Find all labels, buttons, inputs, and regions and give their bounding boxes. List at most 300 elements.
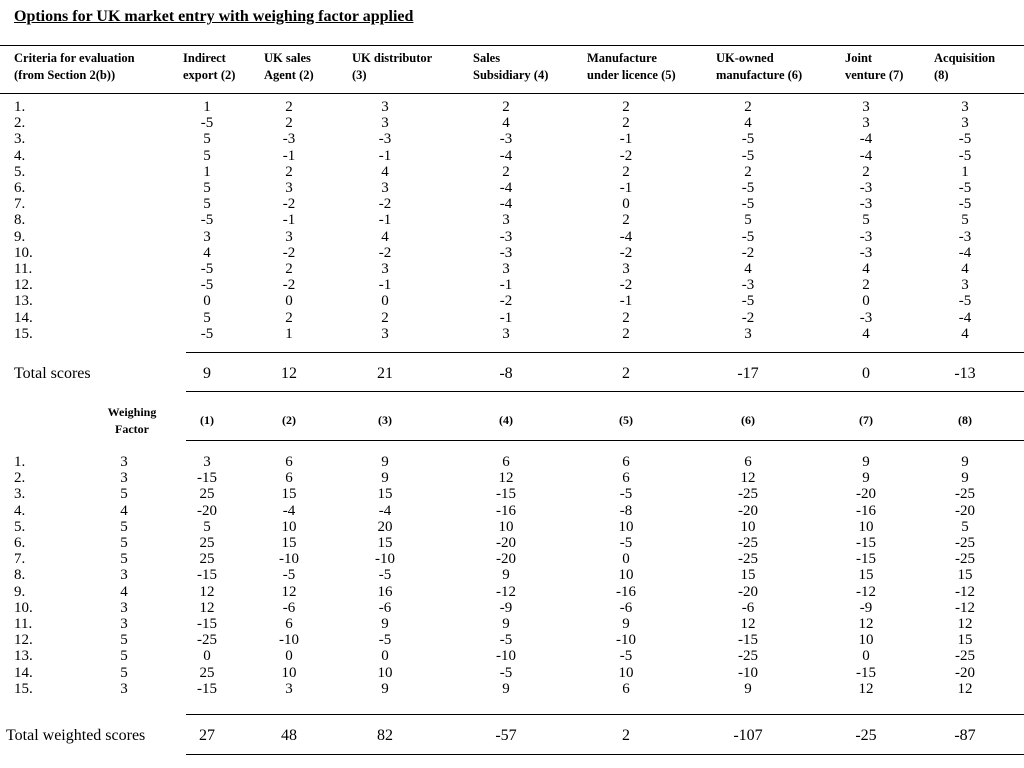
row-label: 14. xyxy=(14,309,33,326)
table-cell: 10 xyxy=(281,518,297,535)
row-label: 9. xyxy=(14,583,26,600)
table-cell: 0 xyxy=(622,551,630,568)
table-cell: 3 xyxy=(381,99,389,115)
column-header-line: UK sales xyxy=(264,51,311,65)
table-cell: 9 xyxy=(381,470,389,487)
weighing-factor-value: 5 xyxy=(120,664,128,681)
table-cell: 2 xyxy=(502,163,510,180)
table-cell: 3 xyxy=(862,99,870,115)
table-cell: 4 xyxy=(381,228,389,245)
table-cell: 2 xyxy=(285,309,293,326)
table-cell: -15 xyxy=(738,632,758,649)
table-cell: -4 xyxy=(282,502,296,519)
table-cell: 2 xyxy=(622,115,630,132)
weighing-factor-value: 3 xyxy=(120,454,128,470)
table-cell: 0 xyxy=(622,196,630,213)
table-cell: -5 xyxy=(200,277,214,294)
row-label: 10. xyxy=(14,244,33,261)
table-cell: -4 xyxy=(859,147,873,164)
table-cell: 3 xyxy=(622,261,630,277)
table-cell: -10 xyxy=(496,648,516,665)
table-row xyxy=(0,665,1024,681)
table-cell: -5 xyxy=(741,180,755,196)
table-cell: 1 xyxy=(961,163,969,180)
row-label: 2. xyxy=(14,115,26,132)
rule-weighted-bottom xyxy=(186,714,1024,715)
table-row xyxy=(0,99,1024,115)
weighing-factor-value: 5 xyxy=(120,486,128,503)
table-cell: -5 xyxy=(200,261,214,277)
total-weighted-label: Total weighted scores xyxy=(6,727,146,744)
table-cell: 3 xyxy=(502,325,510,342)
table-cell: -2 xyxy=(619,277,633,294)
table-cell: 0 xyxy=(862,293,870,310)
table-cell: 5 xyxy=(961,212,969,229)
table-row xyxy=(0,148,1024,164)
row-label: 10. xyxy=(14,599,33,616)
column-header-line: under licence (5) xyxy=(587,68,676,82)
table-cell: 2 xyxy=(862,163,870,180)
table-cell: -16 xyxy=(856,502,876,519)
column-header-5 xyxy=(587,50,676,84)
table-cell: -3 xyxy=(859,309,873,326)
table-row xyxy=(0,326,1024,342)
table-cell: 6 xyxy=(502,454,510,470)
table-cell: 9 xyxy=(961,470,969,487)
table-cell: 12 xyxy=(858,616,874,632)
table-cell: 9 xyxy=(744,680,752,697)
row-label: 7. xyxy=(14,196,26,213)
table-cell: 9 xyxy=(961,454,969,470)
table-cell: 15 xyxy=(957,567,973,584)
table-cell: 3 xyxy=(744,325,752,342)
row-label: 6. xyxy=(14,180,26,196)
table-cell: 20 xyxy=(377,518,393,535)
table-cell: 0 xyxy=(862,648,870,665)
table-row xyxy=(0,196,1024,212)
weighing-factor-value: 3 xyxy=(120,470,128,487)
table-cell: -2 xyxy=(282,277,296,294)
table-cell: 3 xyxy=(285,180,293,196)
table-cell: 1 xyxy=(203,163,211,180)
table-row xyxy=(0,261,1024,277)
table-cell: -10 xyxy=(738,664,758,681)
total-cell: -8 xyxy=(499,365,513,382)
table-cell: -16 xyxy=(616,583,636,600)
table-cell: -1 xyxy=(499,309,513,326)
table-row xyxy=(0,632,1024,648)
table-cell: 3 xyxy=(961,277,969,294)
table-cell: -15 xyxy=(856,551,876,568)
row-label: 3. xyxy=(14,486,26,503)
column-header-line: Subsidiary (4) xyxy=(473,68,549,82)
total-cell: 0 xyxy=(862,365,870,382)
total-cell: 2 xyxy=(622,365,630,382)
table-cell: -3 xyxy=(859,196,873,213)
table-cell: -2 xyxy=(378,244,392,261)
table-cell: 2 xyxy=(622,309,630,326)
table-cell: 2 xyxy=(744,163,752,180)
table-row xyxy=(0,131,1024,147)
table-cell: 15 xyxy=(377,535,393,551)
table-cell: 12 xyxy=(199,599,215,616)
weighing-factor-value: 5 xyxy=(120,535,128,551)
table-row xyxy=(0,600,1024,616)
table-cell: -5 xyxy=(741,147,755,164)
table-cell: -4 xyxy=(499,180,513,196)
table-cell: -4 xyxy=(378,502,392,519)
table-cell: 0 xyxy=(285,648,293,665)
table-cell: -10 xyxy=(616,632,636,649)
table-cell: -25 xyxy=(197,632,217,649)
table-cell: -25 xyxy=(955,648,975,665)
row-label: 5. xyxy=(14,518,26,535)
table-cell: -5 xyxy=(958,131,972,148)
column-header-3 xyxy=(352,50,432,84)
table-cell: -3 xyxy=(859,180,873,196)
table-cell: -20 xyxy=(856,486,876,503)
table-cell: -3 xyxy=(859,228,873,245)
table-cell: 2 xyxy=(285,115,293,132)
table-cell: -20 xyxy=(496,551,516,568)
total-cell: 48 xyxy=(281,727,297,744)
table-cell: -15 xyxy=(496,486,516,503)
column-header-line: UK-owned xyxy=(716,51,774,65)
table-cell: 12 xyxy=(498,470,514,487)
table-cell: -4 xyxy=(499,147,513,164)
table-row xyxy=(0,681,1024,697)
table-cell: -25 xyxy=(955,551,975,568)
table-cell: -5 xyxy=(499,632,513,649)
table-cell: 5 xyxy=(961,518,969,535)
table-cell: 10 xyxy=(281,664,297,681)
table-cell: -6 xyxy=(378,599,392,616)
table-row xyxy=(0,551,1024,567)
table-cell: -25 xyxy=(955,486,975,503)
column-header-line: Joint xyxy=(845,51,873,65)
table-cell: 3 xyxy=(961,99,969,115)
table-cell: 0 xyxy=(285,293,293,310)
row-label: 14. xyxy=(14,664,33,681)
row-label: 15. xyxy=(14,680,33,697)
table-cell: 3 xyxy=(502,212,510,229)
table-cell: 6 xyxy=(285,616,293,632)
weighing-factor-value: 3 xyxy=(120,599,128,616)
table-cell: 6 xyxy=(622,454,630,470)
row-label: 15. xyxy=(14,325,33,342)
weighing-factor-value: 3 xyxy=(120,616,128,632)
table-cell: 10 xyxy=(858,518,874,535)
table-cell: 2 xyxy=(744,99,752,115)
column-number-2: (2) xyxy=(282,413,296,427)
table-cell: -3 xyxy=(378,131,392,148)
row-label: 2. xyxy=(14,470,26,487)
table-cell: -12 xyxy=(955,583,975,600)
column-header-0 xyxy=(14,50,135,84)
row-label: 4. xyxy=(14,502,26,519)
table-row xyxy=(0,245,1024,261)
total-cell: 2 xyxy=(622,727,630,744)
table-cell: 4 xyxy=(744,261,752,277)
column-header-line: venture (7) xyxy=(845,68,904,82)
table-cell: -15 xyxy=(197,470,217,487)
row-label: 11. xyxy=(14,616,33,632)
table-cell: 9 xyxy=(381,616,389,632)
column-number-4: (4) xyxy=(499,413,513,427)
table-cell: 5 xyxy=(203,196,211,213)
table-cell: -5 xyxy=(619,535,633,551)
column-header-2 xyxy=(264,50,314,84)
table-cell: 10 xyxy=(740,518,756,535)
table-cell: -20 xyxy=(496,535,516,551)
table-row xyxy=(0,180,1024,196)
table-cell: 3 xyxy=(381,261,389,277)
page-title: Options for UK market entry with weighing factor applied xyxy=(14,8,414,25)
weighing-factor-line2: Factor xyxy=(115,422,149,436)
table-cell: -1 xyxy=(282,147,296,164)
table-cell: -1 xyxy=(499,277,513,294)
table-cell: 3 xyxy=(203,454,211,470)
table-cell: -1 xyxy=(378,147,392,164)
total-cell: 12 xyxy=(281,365,297,382)
table-cell: -20 xyxy=(955,664,975,681)
table-row xyxy=(0,310,1024,326)
table-cell: -25 xyxy=(738,551,758,568)
total-cell: -17 xyxy=(737,365,759,382)
table-cell: -15 xyxy=(197,616,217,632)
table-cell: -25 xyxy=(955,535,975,551)
table-cell: 12 xyxy=(740,470,756,487)
table-cell: 5 xyxy=(862,212,870,229)
table-cell: 3 xyxy=(285,228,293,245)
table-cell: 3 xyxy=(285,680,293,697)
table-cell: 9 xyxy=(622,616,630,632)
table-cell: -15 xyxy=(856,535,876,551)
row-label: 9. xyxy=(14,228,26,245)
column-number-6: (6) xyxy=(741,413,755,427)
table-cell: -5 xyxy=(741,228,755,245)
table-cell: -20 xyxy=(955,502,975,519)
row-label: 11. xyxy=(14,261,33,277)
table-row xyxy=(0,454,1024,470)
table-cell: -4 xyxy=(619,228,633,245)
table-cell: -12 xyxy=(955,599,975,616)
table-cell: -3 xyxy=(741,277,755,294)
table-row xyxy=(0,212,1024,228)
table-cell: 9 xyxy=(381,454,389,470)
table-cell: -5 xyxy=(741,131,755,148)
table-cell: 2 xyxy=(285,99,293,115)
table-cell: 12 xyxy=(957,680,973,697)
table-cell: -5 xyxy=(619,486,633,503)
column-number-8: (8) xyxy=(958,413,972,427)
table-cell: -5 xyxy=(200,325,214,342)
table-cell: -2 xyxy=(282,196,296,213)
column-header-4 xyxy=(473,50,548,84)
table-cell: 2 xyxy=(622,212,630,229)
table-cell: 10 xyxy=(377,664,393,681)
column-number-3: (3) xyxy=(378,413,392,427)
table-cell: 5 xyxy=(203,309,211,326)
table-cell: -2 xyxy=(378,196,392,213)
table-cell: 25 xyxy=(199,486,215,503)
table-cell: 10 xyxy=(618,664,634,681)
table-cell: 25 xyxy=(199,535,215,551)
table-cell: -25 xyxy=(738,535,758,551)
table-cell: -25 xyxy=(738,486,758,503)
weighing-factor-value: 4 xyxy=(120,502,128,519)
table-cell: 15 xyxy=(740,567,756,584)
table-row xyxy=(0,115,1024,131)
table-cell: 0 xyxy=(381,648,389,665)
table-cell: 4 xyxy=(961,261,969,277)
table-cell: -5 xyxy=(378,567,392,584)
table-row xyxy=(0,486,1024,502)
table-cell: 6 xyxy=(744,454,752,470)
table-cell: 3 xyxy=(381,325,389,342)
weighing-factor-value: 3 xyxy=(120,680,128,697)
table-cell: -15 xyxy=(197,567,217,584)
table-cell: 2 xyxy=(502,99,510,115)
table-cell: -10 xyxy=(279,551,299,568)
row-label: 12. xyxy=(14,277,33,294)
row-label: 4. xyxy=(14,147,26,164)
weighing-factor-header xyxy=(103,404,161,438)
table-cell: 15 xyxy=(858,567,874,584)
rule-scores-bottom xyxy=(186,352,1024,353)
table-cell: 4 xyxy=(862,325,870,342)
table-cell: 0 xyxy=(381,293,389,310)
table-cell: -4 xyxy=(958,309,972,326)
table-cell: 12 xyxy=(858,680,874,697)
table-cell: 15 xyxy=(281,486,297,503)
table-cell: -2 xyxy=(499,293,513,310)
total-cell: -107 xyxy=(733,727,763,744)
column-header-line: UK distributor xyxy=(352,51,433,65)
table-cell: -5 xyxy=(958,196,972,213)
table-row xyxy=(0,567,1024,583)
table-cell: 2 xyxy=(622,99,630,115)
table-cell: -1 xyxy=(378,277,392,294)
table-cell: -4 xyxy=(859,131,873,148)
row-label: 8. xyxy=(14,567,26,584)
column-header-line: manufacture (6) xyxy=(716,68,803,82)
column-header-7 xyxy=(845,50,903,84)
column-header-8 xyxy=(934,50,995,84)
table-row xyxy=(0,277,1024,293)
table-cell: -1 xyxy=(619,180,633,196)
table-cell: -3 xyxy=(499,244,513,261)
weighing-factor-line1: Weighing xyxy=(107,405,157,419)
row-label: 5. xyxy=(14,163,26,180)
table-cell: -8 xyxy=(619,502,633,519)
table-cell: -9 xyxy=(859,599,873,616)
table-cell: 25 xyxy=(199,664,215,681)
table-cell: -16 xyxy=(496,502,516,519)
table-cell: 3 xyxy=(381,115,389,132)
table-cell: 3 xyxy=(502,261,510,277)
table-cell: -3 xyxy=(499,228,513,245)
table-cell: 10 xyxy=(618,567,634,584)
table-cell: -5 xyxy=(958,293,972,310)
table-cell: 10 xyxy=(498,518,514,535)
table-cell: 0 xyxy=(203,648,211,665)
row-label: 1. xyxy=(14,454,26,470)
rule-totals-bottom xyxy=(186,391,1024,392)
weighing-factor-value: 3 xyxy=(120,567,128,584)
table-cell: 3 xyxy=(862,115,870,132)
table-cell: -3 xyxy=(958,228,972,245)
table-row xyxy=(0,584,1024,600)
table-cell: -20 xyxy=(738,502,758,519)
table-cell: -12 xyxy=(856,583,876,600)
weighing-factor-value: 4 xyxy=(120,583,128,600)
column-header-line: export (2) xyxy=(183,68,236,82)
table-cell: 3 xyxy=(381,180,389,196)
table-cell: -2 xyxy=(741,244,755,261)
column-header-line: (3) xyxy=(352,68,367,82)
row-label: 8. xyxy=(14,212,26,229)
column-header-line: Indirect xyxy=(183,51,226,65)
table-cell: 12 xyxy=(199,583,215,600)
table-row xyxy=(0,616,1024,632)
total-cell: -25 xyxy=(855,727,877,744)
table-row xyxy=(0,535,1024,551)
rule-weighted-header-bottom xyxy=(186,440,1024,441)
table-cell: 2 xyxy=(285,261,293,277)
table-cell: -5 xyxy=(741,293,755,310)
table-cell: 0 xyxy=(203,293,211,310)
table-cell: -5 xyxy=(378,632,392,649)
table-cell: 15 xyxy=(957,632,973,649)
table-cell: 4 xyxy=(862,261,870,277)
table-cell: -3 xyxy=(282,131,296,148)
total-cell: -87 xyxy=(954,727,976,744)
table-cell: 2 xyxy=(285,163,293,180)
total-cell: 27 xyxy=(199,727,215,744)
table-cell: 15 xyxy=(377,486,393,503)
column-number-7: (7) xyxy=(859,413,873,427)
table-cell: -2 xyxy=(741,309,755,326)
table-cell: -5 xyxy=(499,664,513,681)
table-row xyxy=(0,164,1024,180)
table-cell: -1 xyxy=(619,293,633,310)
table-cell: 2 xyxy=(862,277,870,294)
table-row xyxy=(0,648,1024,664)
table-cell: 5 xyxy=(203,131,211,148)
table-cell: 6 xyxy=(285,454,293,470)
table-cell: -5 xyxy=(282,567,296,584)
table-cell: 2 xyxy=(381,309,389,326)
table-cell: -6 xyxy=(619,599,633,616)
table-cell: 6 xyxy=(622,680,630,697)
table-cell: -2 xyxy=(282,244,296,261)
rule-header-bottom xyxy=(0,93,1024,94)
table-row xyxy=(0,293,1024,309)
rule-bottom xyxy=(186,754,1024,755)
column-header-line: Agent (2) xyxy=(264,68,314,82)
table-cell: 6 xyxy=(622,470,630,487)
table-cell: -4 xyxy=(499,196,513,213)
table-cell: 1 xyxy=(285,325,293,342)
column-header-line: (8) xyxy=(934,68,949,82)
column-header-6 xyxy=(716,50,802,84)
table-cell: 6 xyxy=(285,470,293,487)
table-cell: 3 xyxy=(203,228,211,245)
table-cell: 5 xyxy=(203,518,211,535)
table-cell: -12 xyxy=(496,583,516,600)
table-cell: -5 xyxy=(958,147,972,164)
